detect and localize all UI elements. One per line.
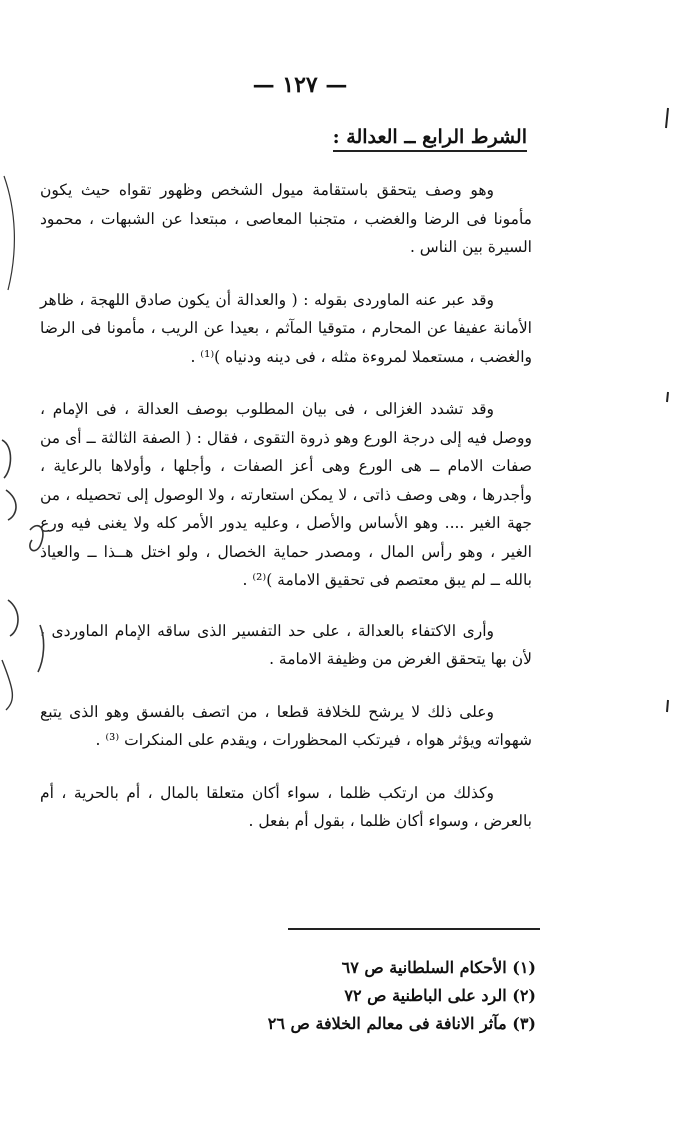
paragraph-zulm: وكذلك من ارتكب ظلما ، سواء أكان متعلقا بالمال ، أم بالحرية ، أم بالعرض ، وسواء أكان ظلما ، بقول أم بفعل . xyxy=(40,783,532,830)
paragraph-mawardi-quote: وقد عبر عنه الماوردى بقوله : ( والعدالة أن يكون صادق اللهجة ، ظاهر الأمانة عفيفا عن المحارم ، متوقيا المآثم ، بعيدا عن الريب ، مأمونا فى الرضا والغضب ، مستعملا لمروءة مثله ، فى دينه ودنياه )⁽¹⁾ . xyxy=(40,290,532,366)
footnote-item: (٢) الرد على الباطنية ص ٧٢ xyxy=(344,986,536,1005)
page-number: — ١٢٧ — xyxy=(252,72,348,98)
body-text xyxy=(40,176,532,860)
footnotes xyxy=(200,954,536,1038)
footnote-divider xyxy=(288,928,540,930)
section-heading: الشرط الرابع ــ العدالة : xyxy=(333,126,527,152)
paragraph-definition: وهو وصف يتحقق باستقامة ميول الشخص وظهور تقواه حيث يكون مأمونا فى الرضا والغضب ، متجنبا المعاصى ، مبتعدا عن الشبهات ، محمود السيرة بين الناس . xyxy=(40,181,532,256)
footnote-item: (١) الأحكام السلطانية ص ٦٧ xyxy=(341,958,536,977)
paragraph-author-opinion: وأرى الاكتفاء بالعدالة ، على حد التفسير الذى ساقه الإمام الماوردى ، لأن بها يتحقق الغرض من وظيفة الامامة . xyxy=(40,621,532,668)
paragraph-fisq: وعلى ذلك لا يرشح للخلافة قطعا ، من اتصف بالفسق وهو الذى يتبع شهواته ويؤثر هواه ، فيرتكب المحظورات ، ويقدم على المنكرات ⁽³⁾ . xyxy=(40,702,532,749)
footnote-item: (٣) مآثر الانافة فى معالم الخلافة ص ٢٦ xyxy=(267,1014,536,1033)
paragraph-ghazali-quote: وقد تشدد الغزالى ، فى بيان المطلوب بوصف العدالة ، فى الإمام ، ووصل فيه إلى درجة الورع وهو ذروة التقوى ، فقال : ( الصفة الثالثة ــ أى من صفات الامام ــ هى الورع وهى أعز الصفات ، وأجلها ، وأولاها بالرعاية ، وأجدرها ، وهى وصف ذاتى ، لا يمكن استعارته ، ولا الوصول إلى تحصيله ، من جهة الغير .... وهو الأساس والأصل ، وعليه يدور الأمر كله ولا يغنى فيه ورع الغير ، وهو رأس المال ، ومصدر حماية الخصال ، ولو اختل هــذا ــ والعياذ بالله ــ لم يبق معتصم فى تحقيق الامامة )⁽²⁾ . xyxy=(40,400,532,589)
